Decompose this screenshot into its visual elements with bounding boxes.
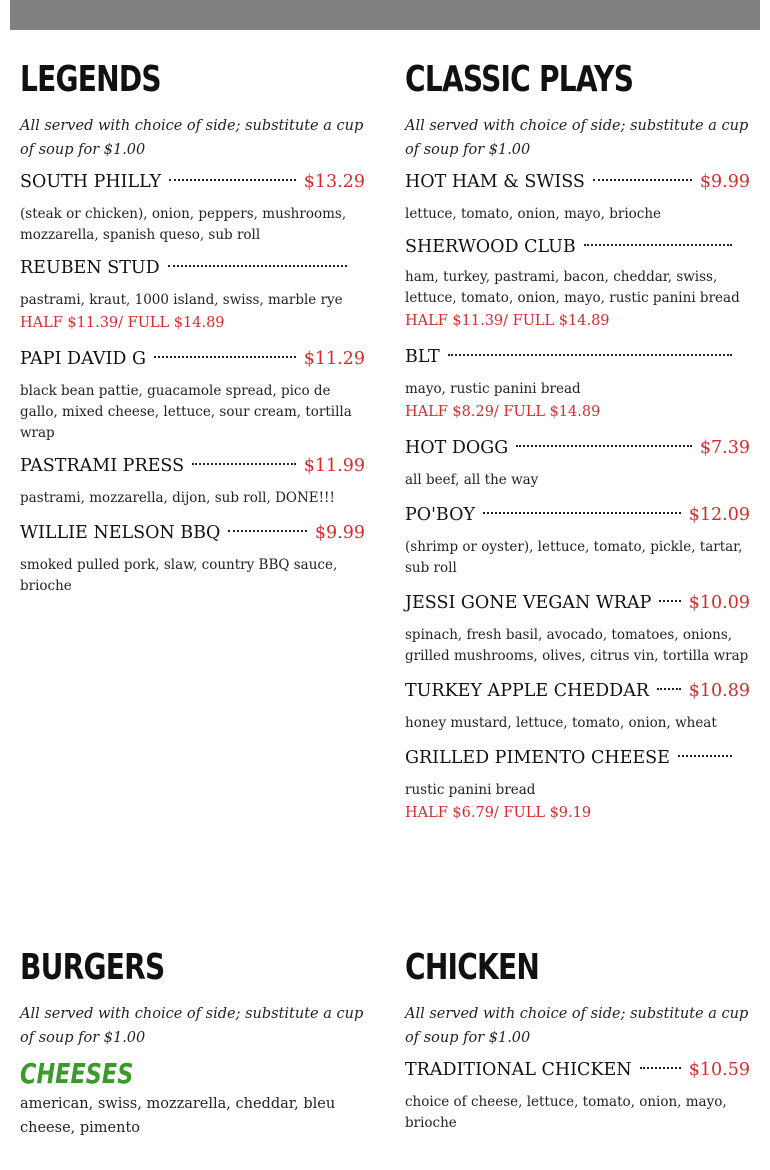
menu-item bbox=[405, 593, 750, 667]
dotted-leader bbox=[483, 512, 681, 514]
item-half-full-price: HALF $6.79/ FULL $9.19 bbox=[405, 805, 592, 821]
dotted-leader bbox=[659, 600, 680, 602]
menu-item bbox=[405, 1060, 750, 1134]
item-price: $13.29 bbox=[303, 172, 365, 192]
item-price: $7.39 bbox=[699, 438, 750, 458]
section-title: CLASSIC PLAYS bbox=[405, 59, 634, 100]
dotted-leader bbox=[584, 244, 732, 246]
section-legends bbox=[20, 60, 365, 597]
item-name: PASTRAMI PRESS bbox=[20, 456, 185, 476]
dotted-leader bbox=[516, 445, 692, 447]
item-description: (steak or chicken), onion, peppers, mushrooms, mozzarella, spanish queso, sub roll bbox=[20, 206, 347, 243]
section-subtitle: All served with choice of side; substitute a cup of soup for $1.00 bbox=[405, 118, 749, 158]
dotted-leader bbox=[228, 530, 307, 532]
item-name: PAPI DAVID G bbox=[20, 349, 146, 369]
item-description: rustic panini bread bbox=[405, 782, 536, 798]
item-name: GRILLED PIMENTO CHEESE bbox=[405, 748, 670, 768]
item-name: WILLIE NELSON BBQ bbox=[20, 523, 221, 543]
dotted-leader bbox=[169, 179, 296, 181]
section-chicken bbox=[405, 948, 750, 1134]
section-subtitle: All served with choice of side; substitute a cup of soup for $1.00 bbox=[20, 118, 364, 158]
item-name: JESSI GONE VEGAN WRAP bbox=[405, 593, 652, 613]
item-price: $10.89 bbox=[688, 681, 750, 701]
item-name: HOT DOGG bbox=[405, 438, 509, 458]
dotted-leader bbox=[192, 463, 296, 465]
dotted-leader bbox=[678, 755, 732, 757]
item-name: HOT HAM & SWISS bbox=[405, 172, 585, 192]
item-price: $9.99 bbox=[314, 523, 365, 543]
menu-item bbox=[20, 172, 365, 246]
item-description: spinach, fresh basil, avocado, tomatoes, onions, grilled mushrooms, olives, citrus vin, tortilla wrap bbox=[405, 627, 749, 664]
dotted-leader bbox=[657, 688, 681, 690]
cheeses-list: american, swiss, mozzarella, cheddar, bleu cheese, pimento bbox=[20, 1096, 336, 1136]
item-name: PO'BOY bbox=[405, 505, 476, 525]
item-name: REUBEN STUD bbox=[20, 258, 160, 278]
menu-item bbox=[405, 748, 750, 825]
item-half-full-price: HALF $8.29/ FULL $14.89 bbox=[405, 404, 601, 420]
menu-item bbox=[405, 172, 750, 225]
item-name: SOUTH PHILLY bbox=[20, 172, 162, 192]
item-name: TURKEY APPLE CHEDDAR bbox=[405, 681, 650, 701]
item-half-full-price: HALF $11.39/ FULL $14.89 bbox=[20, 315, 225, 331]
item-price: $9.99 bbox=[699, 172, 750, 192]
item-price: $10.59 bbox=[688, 1060, 750, 1080]
item-price: $12.09 bbox=[688, 505, 750, 525]
item-description: black bean pattie, guacamole spread, pico de gallo, mixed cheese, lettuce, sour cream, tortilla wrap bbox=[20, 383, 352, 441]
item-description: pastrami, kraut, 1000 island, swiss, marble rye bbox=[20, 292, 343, 308]
menu-item bbox=[20, 349, 365, 444]
section-subtitle: All served with choice of side; substitute a cup of soup for $1.00 bbox=[405, 1006, 749, 1046]
section-title: LEGENDS bbox=[20, 59, 161, 100]
menu-item bbox=[405, 681, 750, 734]
item-description: mayo, rustic panini bread bbox=[405, 381, 581, 397]
dotted-leader bbox=[448, 354, 732, 356]
cheeses-heading: CHEESES bbox=[20, 1057, 134, 1090]
item-price: $11.29 bbox=[303, 349, 365, 369]
item-price: $10.09 bbox=[688, 593, 750, 613]
item-description: lettuce, tomato, onion, mayo, brioche bbox=[405, 206, 662, 222]
menu-item bbox=[20, 258, 365, 335]
item-description: ham, turkey, pastrami, bacon, cheddar, swiss, lettuce, tomato, onion, mayo, rustic panini bread bbox=[405, 269, 740, 306]
section-title: BURGERS bbox=[20, 947, 165, 988]
dotted-leader bbox=[168, 265, 347, 267]
menu-item bbox=[20, 456, 365, 509]
dotted-leader bbox=[154, 356, 296, 358]
item-description: all beef, all the way bbox=[405, 472, 539, 488]
item-description: choice of cheese, lettuce, tomato, onion, mayo, brioche bbox=[405, 1094, 727, 1131]
item-description: (shrimp or oyster), lettuce, tomato, pickle, tartar, sub roll bbox=[405, 539, 743, 576]
dotted-leader bbox=[640, 1067, 681, 1069]
item-half-full-price: HALF $11.39/ FULL $14.89 bbox=[405, 313, 610, 329]
section-subtitle: All served with choice of side; substitute a cup of soup for $1.00 bbox=[20, 1006, 364, 1046]
item-price: $11.99 bbox=[303, 456, 365, 476]
item-name: TRADITIONAL CHICKEN bbox=[405, 1060, 632, 1080]
item-name: SHERWOOD CLUB bbox=[405, 237, 576, 257]
menu-item bbox=[405, 237, 750, 333]
section-burgers bbox=[20, 948, 365, 1140]
item-name: BLT bbox=[405, 347, 440, 367]
section-classic-plays bbox=[405, 60, 750, 825]
menu-item bbox=[405, 505, 750, 579]
item-description: smoked pulled pork, slaw, country BBQ sauce, brioche bbox=[20, 557, 338, 594]
section-title: CHICKEN bbox=[405, 947, 540, 988]
item-description: pastrami, mozzarella, dijon, sub roll, DONE!!! bbox=[20, 490, 335, 506]
menu-item bbox=[405, 438, 750, 491]
menu-item bbox=[20, 523, 365, 597]
item-description: honey mustard, lettuce, tomato, onion, wheat bbox=[405, 715, 717, 731]
dotted-leader bbox=[593, 179, 692, 181]
menu-item bbox=[405, 347, 750, 424]
top-bar bbox=[10, 0, 760, 30]
